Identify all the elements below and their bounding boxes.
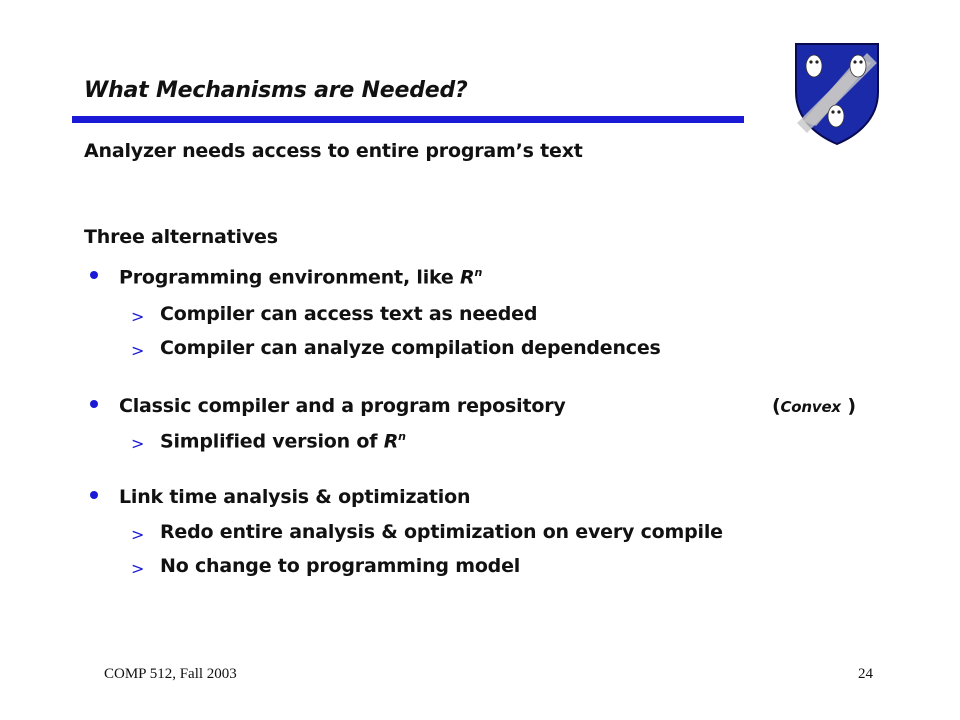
note-open-paren: ( bbox=[772, 395, 781, 417]
bullet-icon bbox=[90, 400, 98, 408]
subheading: Three alternatives bbox=[84, 226, 278, 248]
bullet-1-emph: R bbox=[460, 266, 475, 289]
bullet-2-sub-1-emph-sup: n bbox=[398, 430, 406, 443]
sub-bullet-icon: > bbox=[131, 434, 145, 453]
bullet-1-text bbox=[119, 266, 482, 288]
bullet-1-label: Programming environment, like bbox=[119, 266, 461, 289]
bullet-1-sub-2: Compiler can analyze compilation dependences bbox=[160, 337, 661, 359]
bullet-3-sub-2: No change to programming model bbox=[160, 555, 521, 577]
bullet-2-sub-1 bbox=[160, 430, 406, 452]
bullet-2-note bbox=[772, 395, 856, 417]
bullet-3-text: Link time analysis & optimization bbox=[119, 486, 471, 508]
page-number: 24 bbox=[858, 666, 873, 682]
bullet-1-sub-1: Compiler can access text as needed bbox=[160, 303, 538, 325]
note-word: Convex bbox=[780, 398, 841, 416]
bullet-icon bbox=[90, 491, 98, 499]
slide-title: What Mechanisms are Needed? bbox=[84, 78, 468, 103]
bullet-3-sub-1: Redo entire analysis & optimization on every compile bbox=[160, 521, 723, 543]
sub-bullet-icon: > bbox=[131, 307, 145, 326]
bullet-icon bbox=[90, 271, 98, 279]
bullet-1-emph-sup: n bbox=[474, 266, 483, 279]
bullet-2-text: Classic compiler and a program repository bbox=[119, 395, 566, 417]
note-close-paren: ) bbox=[847, 395, 856, 417]
sub-bullet-icon: > bbox=[131, 525, 145, 544]
footer-course: COMP 512, Fall 2003 bbox=[104, 666, 237, 682]
rice-crest-icon bbox=[792, 40, 882, 146]
sub-bullet-icon: > bbox=[131, 559, 145, 578]
bullet-2-sub-1-emph: R bbox=[383, 430, 399, 453]
sub-bullet-icon: > bbox=[131, 341, 145, 360]
intro-line: Analyzer needs access to entire program’s text bbox=[84, 140, 583, 162]
title-underline bbox=[72, 116, 744, 123]
bullet-2-sub-1-label: Simplified version of bbox=[160, 430, 384, 453]
